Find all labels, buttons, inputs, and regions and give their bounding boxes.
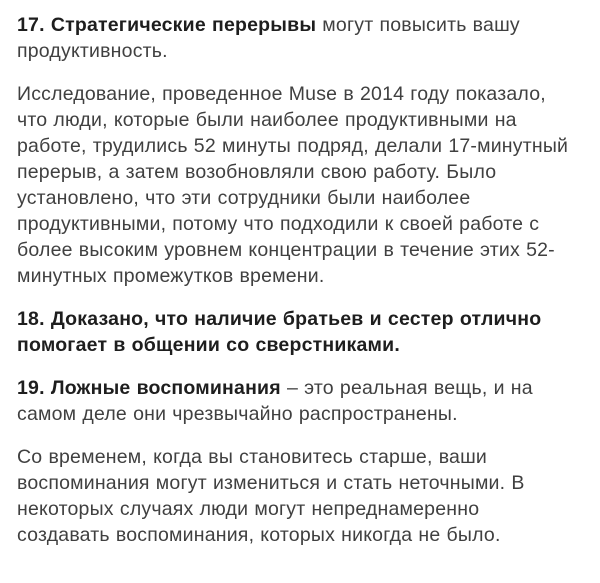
list-item-17-heading	[17, 12, 578, 64]
list-item-19-heading	[17, 375, 578, 427]
list-item-19-heading-regular: – это реальная вещь, и на самом деле они чрезвычайно распространены.	[17, 377, 533, 425]
list-item-17-heading-regular: могут повысить вашу продуктивность.	[17, 14, 520, 62]
list-item-17-heading-bold: 17. Стратегические перерывы	[17, 14, 317, 36]
list-item-19-paragraph: Со временем, когда вы становитесь старше, ваши воспоминания могут измениться и стать неточными. В некоторых случаях люди могут непреднамеренно создавать воспоминания, которых никогда не было.	[17, 446, 525, 546]
list-item-18-heading: 18. Доказано, что наличие братьев и сестер отлично помогает в общении со сверстниками.	[17, 308, 542, 356]
list-item-17-paragraph: Исследование, проведенное Muse в 2014 году показало, что люди, которые были наиболее продуктивными на работе, трудились 52 минуты подряд, делали 17-минутный перерыв, а затем возобновляли свою работу. Было установлено, что эти сотрудники были наиболее продуктивными, потому что подходили к своей работе с более высоким уровнем концентрации в течение этих 52-минутных промежутков времени.	[17, 83, 569, 287]
list-item-19-heading-bold: 19. Ложные воспоминания	[17, 377, 281, 399]
